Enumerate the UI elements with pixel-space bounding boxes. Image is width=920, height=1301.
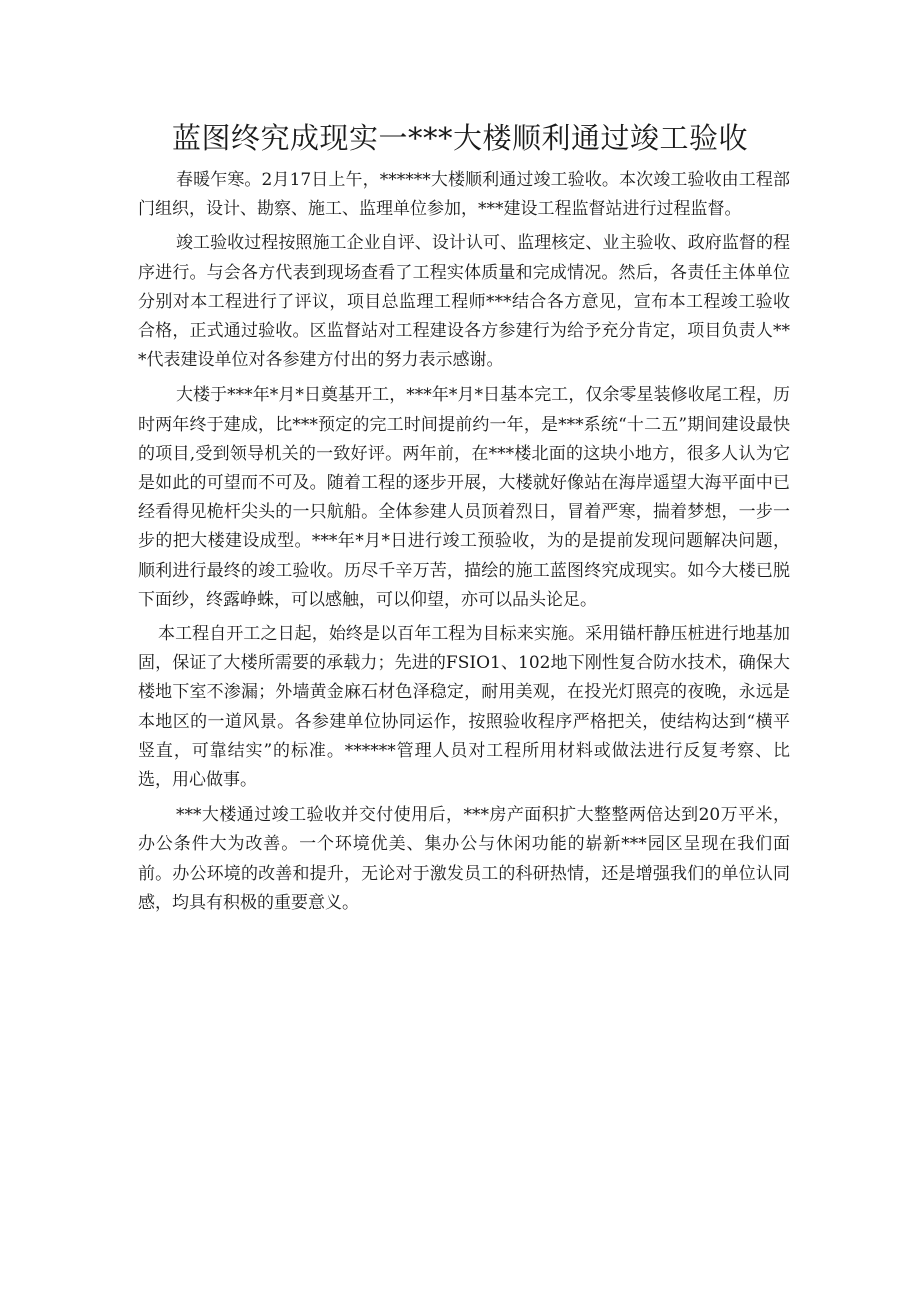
paragraph-1: 春暖乍寒。2月17日上午，******大楼顺利通过竣工验收。本次竣工验收由工程部门组织，设计、勘察、施工、监理单位参加，***建设工程监督站进行过程监督。: [138, 170, 790, 220]
paragraph-2: 竣工验收过程按照施工企业自评、设计认可、监理核定、业主验收、政府监督的程序进行。与会各方代表到现场查看了工程实体质量和完成情况。然后，各责任主体单位分别对本工程进行了评议，项目总监理工程师***结合各方意见，宣布本工程竣工验收合格，正式通过验收。区监督站对工程建设各方参建行为给予充分肯定，项目负责人***代表建设单位对各参建方付出的努力表示感谢。: [138, 233, 790, 371]
paragraph-5: ***大楼通过竣工验收并交付使用后，***房产面积扩大整整两倍达到20万平米，办公条件大为改善。一个环境优美、集办公与休闲功能的崭新***园区呈现在我们面前。办公环境的改善和提升，无论对于激发员工的科研热情，还是增强我们的单位认同感，均具有积极的重要意义。: [138, 805, 790, 913]
document-body: [138, 166, 790, 918]
paragraph-4: 本工程自开工之日起，始终是以百年工程为目标来实施。采用锚杆静压桩进行地基加固，保证了大楼所需要的承载力；先进的FSIO1、102地下刚性复合防水技术，确保大楼地下室不渗漏；外墙黄金麻石材色泽稳定，耐用美观，在投光灯照亮的夜晚，永远是本地区的一道风景。各参建单位协同运作，按照验收程序严格把关，使结构达到“横平竖直，可靠结实”的标准。******管理人员对工程所用材料或做法进行反复考察、比选，用心做事。: [138, 624, 790, 791]
paragraph-3: 大楼于***年*月*日奠基开工，***年*月*日基本完工，仅余零星装修收尾工程，历时两年终于建成，比***预定的完工时间提前约一年，是***系统“十二五”期间建设最快的项目,受到领导机关的一致好评。两年前，在***楼北面的这块小地方，很多人认为它是如此的可望而不可及。随着工程的逐步开展，大楼就好像站在海岸遥望大海平面中已经看得见桅杆尖头的一只航船。全体参建人员顶着烈日，冒着严寒，揣着梦想，一步一步的把大楼建设成型。***年*月*日进行竣工预验收，为的是提前发现问题解决问题，顺利进行最终的竣工验收。历尽千辛万苦，描绘的施工蓝图终究成现实。如今大楼已脱下面纱，终露峥蛛，可以感触，可以仰望，亦可以品头论足。: [138, 385, 790, 610]
document-title: 蓝图终究成现实一***大楼顺利通过竣工验收: [171, 121, 748, 155]
